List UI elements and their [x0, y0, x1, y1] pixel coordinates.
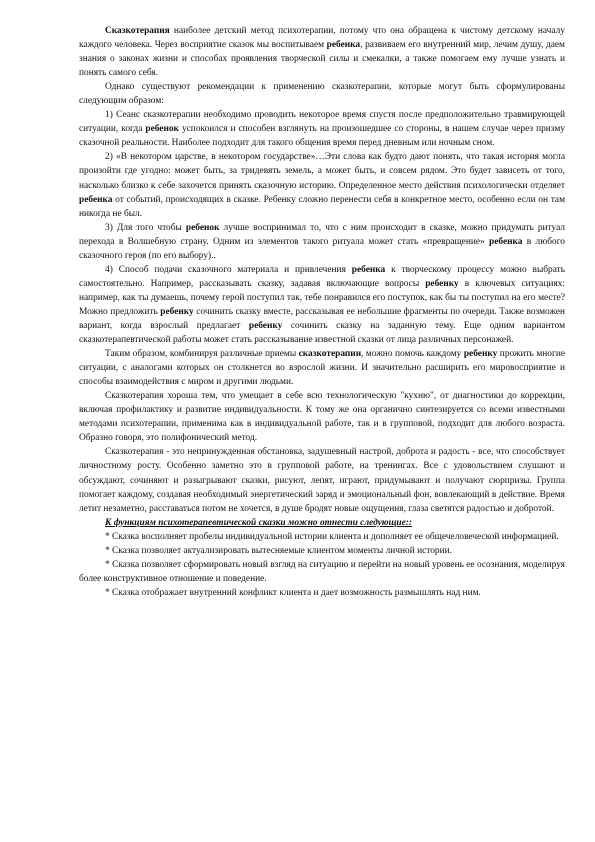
method-advantages-paragraph: Сказкотерапия хороша тем, что умещает в себе всю технологическую "кухню", от диагностики до коррекции, включая профилактику и развитие индивидуальности. К тому же она органично синтезируется со всеми известными методами психотерапии, применима как в индивидуальной работе, так и в групповой, подходит для любого возраста. Образно говоря, это полифонический метод. [79, 391, 565, 444]
recommendation-item-3 [79, 221, 565, 263]
function-bullet-4: * Сказка отображает внутренний конфликт клиента и дает возможность размышлять над ним. [105, 587, 481, 598]
text-run: в ключевых ситуациях: например, как ты думаешь, почему герой поступил так, тебе понравился его поступок, как бы ты поступил на его месте? Можно предложить [79, 278, 565, 317]
function-bullet-2: * Сказка позволяет актуализировать вытесняемые клиентом моменты личной истории. [105, 545, 452, 556]
recommendation-item-2 [79, 150, 565, 220]
conclusion-paragraph [79, 347, 565, 389]
term-child: ребенка [351, 264, 386, 275]
text-run: к творческому процессу можно выбрать самостоятельно. Например, рассказывать сказку, задавая включающие вопросы [79, 264, 565, 289]
text-run: прожить многие ситуации, с аналогами которых он столкнется во взрослой жизни. И значительно расширить его мировосприятие и способы взаимодействия с миром и другими людьми. [79, 349, 565, 388]
term-child: ребенку [248, 320, 283, 331]
text-run: , можно помочь каждому [361, 349, 464, 360]
term-fairy-tale-therapy: сказкотерапии [298, 349, 362, 360]
text-run: наиболее детский метод психотерапии, потому что она обращена к чистому детскому началу каждого человека. Через восприятие сказок мы воспитываем [79, 26, 565, 51]
text-run: 4) Способ подачи сказочного материала и привлечения [105, 264, 352, 275]
functions-heading-text: К функциям психотерапевтической сказки можно отнести следующие:: [105, 517, 413, 528]
recommendation-item-1 [79, 108, 565, 150]
term-child: ребенок [185, 222, 220, 233]
function-bullet-3: * Сказка позволяет сформировать новый взгляд на ситуацию и перейти на новый уровень ее осознания, моделируя более конструктивное отношение и поведение. [79, 559, 565, 584]
document-page [79, 24, 565, 600]
recommendation-item-4 [79, 263, 565, 347]
text-run: в любого сказочного героя (по его выбору).. [79, 236, 565, 261]
term-child: ребенка [489, 236, 523, 247]
functions-heading [79, 516, 565, 530]
recommendations-intro-paragraph: Однако существуют рекомендации к применению сказкотерапии, которые могут быть сформулированы следующим образом: [79, 82, 565, 107]
intro-paragraph [79, 24, 565, 80]
text-run: лучше воспринимал то, что с ним происходит в сказке, можно придумать ритуал перехода в Волшебную страну. Одним из элементов такого ритуала может стать «превращение» [79, 222, 565, 247]
function-bullet-1: * Сказка восполняет пробелы индивидуальной истории клиента и дополняет ее общечеловеческой информацией. [105, 531, 559, 542]
text-run: сочинить сказку вместе, рассказывая ее небольшие фрагменты по очереди. Также возможен вариант, когда взрослый предлагает [79, 306, 566, 331]
text-run: сочинить сказку на заданную тему. Еще одним вариантом сказкотерапевтической работы может стать рассказывание известной сказки от лица различных персонажей. [79, 320, 565, 346]
text-run: Таким образом, комбинируя различные приемы [105, 349, 299, 360]
term-fairy-tale-therapy: Сказкотерапия [105, 26, 170, 36]
term-child: ребенка [79, 194, 113, 205]
term-child: ребенку [160, 306, 194, 317]
text-run: от событий, происходящих в сказке. Ребенку сложно перенести себя в конкретное место, особенно если он там никогда не был. [79, 194, 565, 219]
text-run: , развиваем его внутренний мир, лечим душу, даем знания о законах жизни и способах проявления творческой силы и смекалки, а также помогаем ему лучше узнать и понять самого себя. [79, 40, 565, 79]
term-child: ребенка [326, 40, 361, 51]
term-child: ребенку [463, 349, 498, 360]
term-child: ребенку [425, 278, 459, 289]
text-run: успокоился и способен взглянуть на произошедшее со стороны, в нашем случае через призму сказочной реальности. Наиболее подходит для такого общения время перед дневным или ночным сном. [79, 124, 565, 149]
text-run: 2) «В некотором царстве, в некотором государстве»…Эти слова как будто дают понять, что такая история могла произойти где угодно: может быть, за тридевять земель, а может быть, и совсем рядом. Это будет зависеть от того, насколько близко к себе захочется принять сказочную историю. Определенное место действия психологически отделяет [79, 152, 565, 191]
text-run: 1) Сеанс сказкотерапии необходимо проводить некоторое время спустя после предположительно травмирующей ситуации, когда [79, 110, 565, 135]
text-run: 3) Для того чтобы [105, 222, 186, 233]
term-child: ребенок [145, 124, 179, 135]
atmosphere-paragraph: Сказкотерапия - это непринужденная обстановка, задушевный настрой, доброта и радость - все, что способствует личностному росту. Особенно заметно это в групповой работе, на тренингах. Все с удовольствием слушают и обсуждают, сочиняют и разыгрывают сказки, рисуют, лепят, играют, придумывают и получают сюрпризы. Группа помогает каждому, создавая необходимый энергетический заряд и эмоциональный фон, вовлекающий в действие. Время летит незаметно, расставаться потом не хочется, в душе бродят новые ощущения, глаза светятся радостью и добротой. [79, 447, 565, 514]
